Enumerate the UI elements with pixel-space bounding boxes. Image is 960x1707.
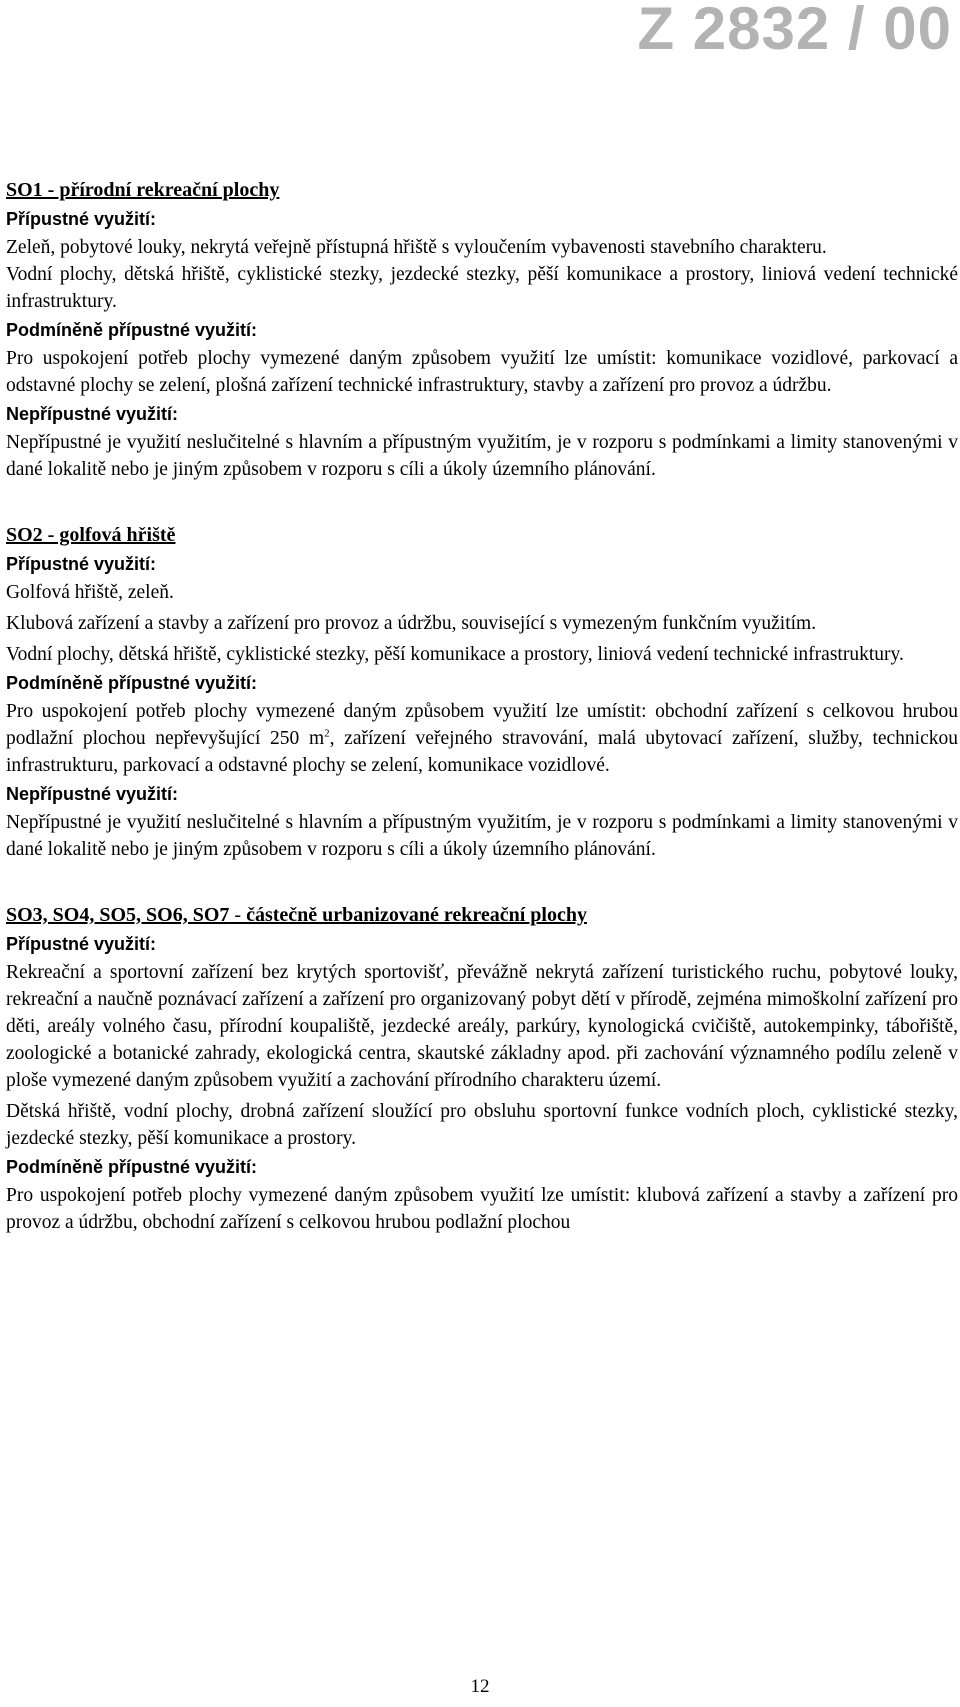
forbidden-label: Nepřípustné využití: (6, 404, 179, 424)
section-name: částečně urbanizované rekreační plochy (246, 904, 587, 926)
paragraph: Vodní plochy, dětská hřiště, cyklistické stezky, pěší komunikace a prostory, liniová vedení technické infrastruktury. (6, 644, 904, 665)
paragraph: Klubová zařízení a stavby a zařízení pro provoz a údržbu, související s vymezeným funkčním využitím. (6, 613, 817, 634)
section-codes: SO3, SO4, SO5, SO6, SO7 (6, 904, 230, 926)
paragraph: Dětská hřiště, vodní plochy, drobná zařízení sloužící pro obsluhu sportovní funkce vodních ploch, cyklistické stezky, jezdecké stezky, pěší komunikace a prostory. (6, 1101, 958, 1149)
paragraph: Rekreační a sportovní zařízení bez krytých sportovišť, převážně nekrytá zařízení turistického ruchu, pobytové louky, rekreační a naučně poznávací zařízení a zařízení pro organizovaný pobyt dětí v přírodě, zejména mimoškolní zařízení pro děti, areály volného času, přírodní koupaliště, jezdecké areály, parkúry, kynologická cvičiště, autokempinky, tábořiště, zoologické a botanické zahrady, ekologická centra, skautské základny apod. při zachování významného podílu zeleně v ploše vymezené daným způsobem využití a zachování přírodního charakteru území. (6, 962, 958, 1091)
superscript: 2 (324, 727, 330, 740)
section-so1 (6, 176, 958, 483)
paragraph (6, 698, 958, 779)
section-spacer (6, 483, 958, 521)
text-run: Pro uspokojení potřeb plochy vymezené daným způsobem využití lze umístit: obchodní zařízení s celkovou hrubou podlažní plochou nepřevyšující 250 m (6, 701, 958, 749)
conditional-label: Podmíněně přípustné využití: (6, 1157, 258, 1177)
permitted-label: Přípustné využití: (6, 934, 157, 954)
section-title: SO2 - golfová hřiště (6, 524, 176, 546)
paragraph: Vodní plochy, dětská hřiště, cyklistické stezky, jezdecké stezky, pěší komunikace a prostory, liniová vedení technické infrastruktury. (6, 264, 958, 312)
paragraph: Pro uspokojení potřeb plochy vymezené daným způsobem využití lze umístit: klubová zařízení a stavby a zařízení pro provoz a údržbu, obchodní zařízení s celkovou hrubou podlažní plochou (6, 1185, 958, 1233)
section-spacer (6, 863, 958, 901)
document-code: Z 2832 / 00 (637, 0, 952, 62)
conditional-label: Podmíněně přípustné využití: (6, 673, 258, 693)
paragraph: Zeleň, pobytové louky, nekrytá veřejně přístupná hřiště s vyloučením vybavenosti stavebního charakteru. (6, 237, 827, 258)
paragraph: Nepřípustné je využití neslučitelné s hlavním a přípustným využitím, je v rozporu s podmínkami a limity stanovenými v dané lokalitě nebo je jiným způsobem v rozporu s cíli a úkoly územního plánování. (6, 812, 958, 860)
paragraph: Nepřípustné je využití neslučitelné s hlavním a přípustným využitím, je v rozporu s podmínkami a limity stanovenými v dané lokalitě nebo je jiným způsobem v rozporu s cíli a úkoly územního plánování. (6, 432, 958, 480)
permitted-label: Přípustné využití: (6, 209, 157, 229)
paragraph: Golfová hřiště, zeleň. (6, 582, 174, 603)
page-number: 12 (470, 1676, 490, 1697)
section-so2 (6, 521, 958, 863)
section-title: SO1 - přírodní rekreační plochy (6, 179, 280, 201)
paragraph: Pro uspokojení potřeb plochy vymezené daným způsobem využití lze umístit: komunikace vozidlové, parkovací a odstavné plochy se zelení, plošná zařízení technické infrastruktury, stavby a zařízení pro provoz a údržbu. (6, 348, 958, 396)
permitted-label: Přípustné využití: (6, 554, 157, 574)
title-separator: - (229, 904, 247, 926)
forbidden-label: Nepřípustné využití: (6, 784, 179, 804)
conditional-label: Podmíněně přípustné využití: (6, 320, 258, 340)
section-title (6, 901, 958, 929)
document-body (6, 176, 958, 1236)
section-so3-so7 (6, 901, 958, 1236)
text-run: , zařízení veřejného stravování, malá ubytovací zařízení, služby, technickou infrastrukturu, parkovací a odstavné plochy se zelení, komunikace vozidlové. (6, 728, 958, 776)
